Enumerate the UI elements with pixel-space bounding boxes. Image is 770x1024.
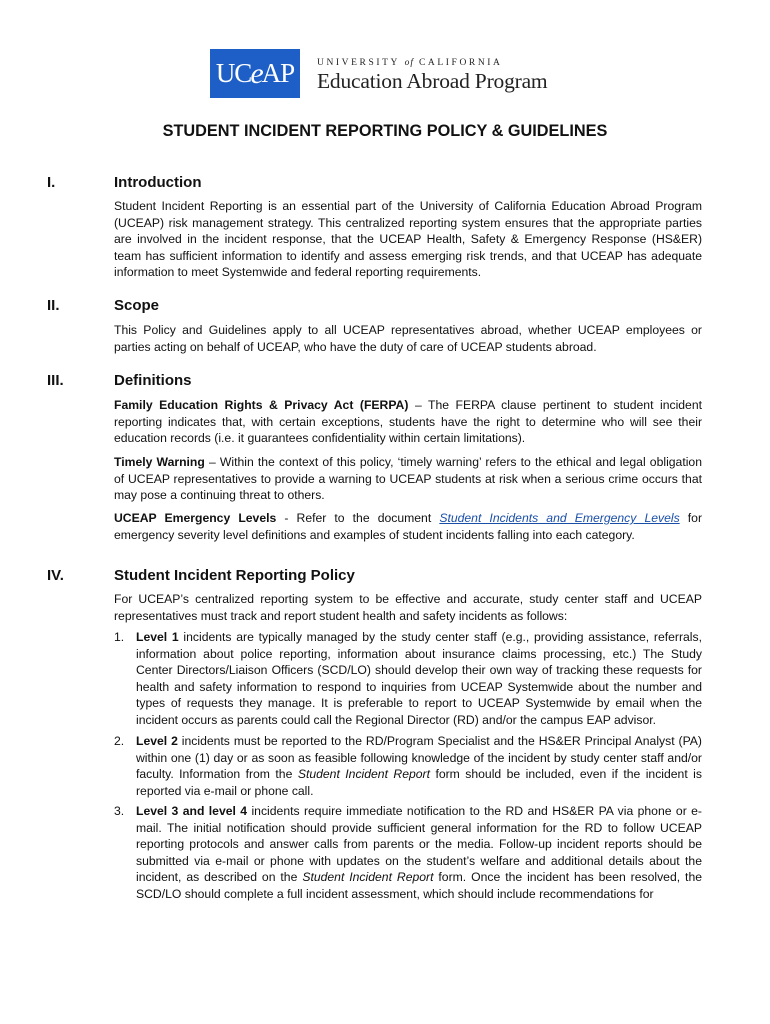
- introduction-body: Student Incident Reporting is an essential part of the University of California Education Abroad Program (UCEAP) risk management strategy. This centralized reporting system ensures that the appropriate parties are involved in the incident response, that the UCEAP Health, Safety & Emergency Response (HS&ER) team has sufficient information to identify and assess emerging risk trends, and that UCEAP has adequate information to meet Systemwide and federal reporting requirements.: [114, 199, 702, 279]
- emergency-levels-link[interactable]: Student Incidents and Emergency Levels: [439, 511, 680, 525]
- logo-uc: UC: [215, 58, 252, 88]
- section-number: III.: [47, 372, 64, 389]
- section-heading-scope: [47, 297, 159, 314]
- list-text: [136, 733, 702, 799]
- level-text: form. Once the incident has been resolved, the SCD/LO should complete a full incident assessment, which should include recommendations for: [136, 870, 702, 901]
- definition-term: UCEAP Emergency Levels: [114, 511, 277, 525]
- section-heading-reporting-policy: [47, 567, 355, 584]
- list-text: [136, 803, 702, 902]
- list-number: 3.: [114, 804, 125, 818]
- university-name: [317, 58, 547, 68]
- section-number: I.: [47, 174, 56, 191]
- university-pre: UNIVERSITY: [317, 57, 405, 68]
- definition-ferpa: [114, 397, 702, 447]
- definition-text: – Within the context of this policy, ‘timely warning’ refers to the ethical and legal obligation of UCEAP representatives to provide a warning to UCEAP students at risk when a serious crime occurs that may pose a continuing threat to others.: [114, 455, 702, 502]
- list-text: [136, 629, 702, 728]
- section-number: IV.: [47, 567, 64, 584]
- logo-ap: AP: [261, 58, 295, 88]
- level-text: incidents are typically managed by the study center staff (e.g., providing assistance, referrals, information about police reporting, information about insurance claims processing, etc.) The Study Center Directors/Liaison Officers (SCD/LO) should develop their own way of tracking these requests for health and safety information to respond to inquiries from UCEAP Systemwide about the number and types of requests they manage. It is preferable to report to UCEAP Systemwide by email when the incident occurs as parents could call the Regional Director (RD) and/or the campus EAP advisor.: [136, 630, 702, 727]
- level-text: form should be included, even if the incident is reported via e-mail or phone call.: [136, 767, 702, 798]
- section-title: Student Incident Reporting Policy: [114, 567, 355, 584]
- document-title: STUDENT INCIDENT REPORTING POLICY & GUIDELINES: [162, 122, 608, 140]
- section-title: Definitions: [114, 372, 192, 389]
- section-title: Scope: [114, 297, 160, 314]
- section-heading-introduction: [47, 174, 201, 191]
- form-name: Student Incident Report: [297, 767, 430, 781]
- university-post: CALIFORNIA: [414, 57, 503, 68]
- logo-wordmark: [317, 54, 547, 94]
- logo-e: e: [250, 56, 263, 90]
- definition-text: for emergency severity level definitions and examples of student incidents falling into each category.: [114, 511, 703, 542]
- form-name: Student Incident Report: [302, 870, 434, 884]
- level-label: Level 2: [136, 734, 178, 748]
- scope-body: This Policy and Guidelines apply to all UCEAP representatives abroad, whether UCEAP employees or parties acting on behalf of UCEAP, who have the duty of care of UCEAP students abroad.: [114, 323, 702, 354]
- definition-text: - Refer to the document: [276, 511, 440, 525]
- definition-timely-warning: [114, 454, 702, 504]
- level-text: incidents must be reported to the RD/Program Specialist and the HS&ER Principal Analyst (PA) within one (1) day or as soon as feasible following knowledge of the incident by study center staff and/or faculty. Information from the: [136, 734, 702, 781]
- section-number: II.: [47, 297, 60, 314]
- definition-term: Timely Warning: [114, 455, 205, 469]
- definition-emergency-levels: [114, 510, 702, 543]
- uceap-logo: [210, 49, 547, 98]
- definition-term: Family Education Rights & Privacy Act (FERPA): [114, 398, 409, 412]
- level-label: Level 3 and level 4: [136, 804, 248, 818]
- definition-text: – The FERPA clause pertinent to student incident reporting indicates that, with certain exceptions, students have the right to determine who will see their education records (i.e. it guarantees confidentiality within certain limitations).: [114, 398, 702, 445]
- level-label: Level 1: [136, 630, 179, 644]
- section-heading-definitions: [47, 372, 192, 389]
- university-of: of: [404, 57, 415, 68]
- list-item-level-1: [114, 629, 702, 728]
- list-item-level-3-4: [114, 803, 702, 902]
- program-name: Education Abroad Program: [317, 68, 548, 93]
- section-title: Introduction: [114, 174, 202, 191]
- uceap-logo-mark: [210, 49, 300, 98]
- reporting-policy-intro: For UCEAP’s centralized reporting system to be effective and accurate, study center staff and UCEAP representatives must track and report student health and safety incidents as follows:: [114, 592, 702, 623]
- level-text: incidents require immediate notification to the RD and HS&ER PA via phone or e-mail. The initial notification should provide sufficient general information for the RD to follow UCEAP reporting protocols and answer calls from parents or the media. Follow-up incident reports should be submitted via e-mail or phone with updates on the student’s welfare and additional details about the incident, as described on the: [136, 804, 702, 884]
- list-number: 2.: [114, 734, 125, 748]
- list-number: 1.: [114, 630, 125, 644]
- list-item-level-2: [114, 733, 702, 799]
